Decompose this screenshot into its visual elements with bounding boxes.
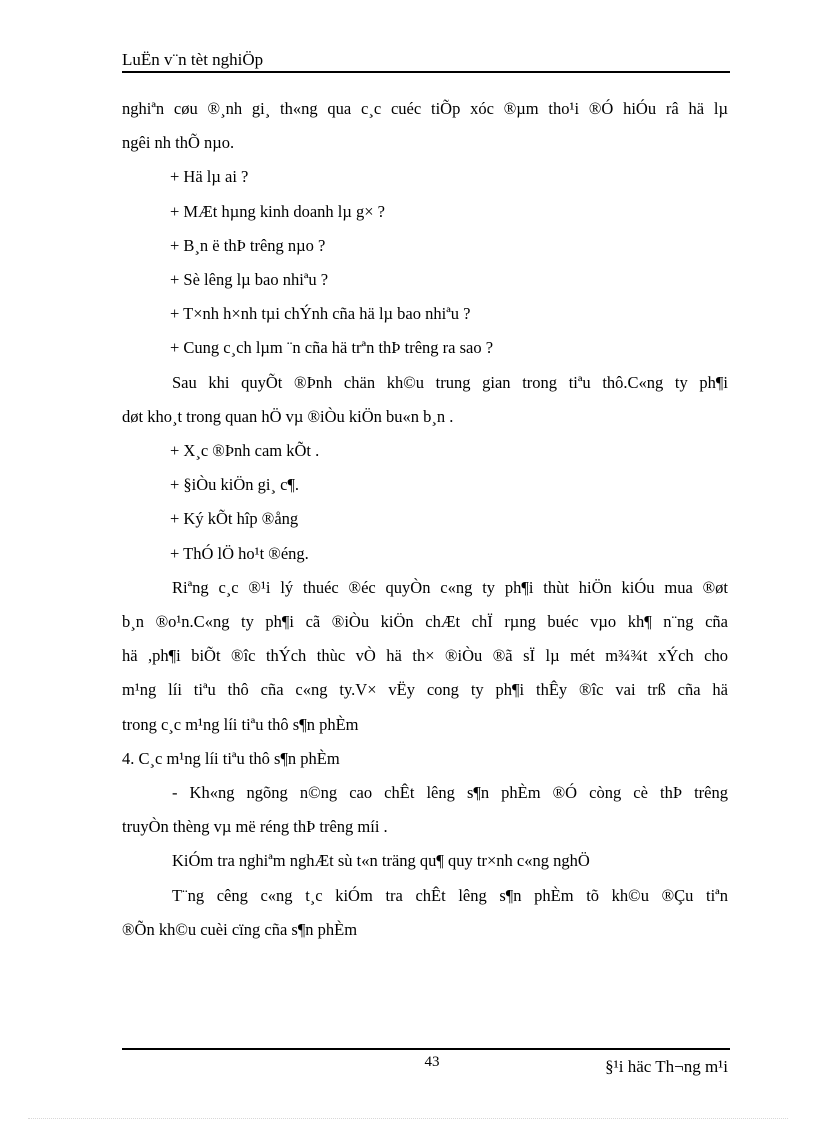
list-item: + T×nh h×nh tµi chÝnh cña hä lµ bao nhiªu ? [170, 304, 471, 324]
paragraph-line: Riªng c¸c ®¹i lý thuéc ®éc quyÒn c«ng ty ph¶i thùt hiÖn kiÓu mua ®øt [172, 577, 728, 597]
list-item: + ThÓ lÖ ho¹t ®éng. [170, 543, 309, 563]
paragraph-line: trong c¸c m¹ng líi tiªu thô s¶n phÈm [122, 714, 359, 734]
footer-institution: §¹i häc Th¬ng m¹i [605, 1057, 728, 1076]
paragraph-line: T¨ng cêng c«ng t¸c kiÓm tra chÊt lêng s¶n phÈm tõ kh©u ®Çu tiªn [172, 885, 728, 905]
section-heading: 4. C¸c m¹ng líi tiªu thô s¶n phÈm [122, 748, 340, 768]
paragraph-line: ngêi nh thÕ nµo. [122, 133, 235, 153]
list-item: + X¸c ®Þnh cam kÕt . [170, 441, 320, 461]
list-item: + Cung c¸ch lµm ¨n cña hä trªn thÞ trêng ra sao ? [170, 338, 494, 358]
paragraph-line: - Kh«ng ngõng n©ng cao chÊt lêng s¶n phÈm ®Ó còng cè thÞ trêng [172, 783, 728, 803]
list-item: + Hä lµ ai ? [170, 167, 249, 187]
list-item: + §iÒu kiÖn gi¸ c¶. [170, 475, 300, 495]
list-item: + MÆt hµng kinh doanh lµ g× ? [170, 201, 385, 221]
running-header: LuËn v¨n tèt nghiÖp [122, 50, 264, 69]
paragraph-line: hä ,ph¶i biÕt ®îc thÝch thùc vÒ hä th× ®iÒu ®ã sÏ lµ mét m¾¾t xÝch cho [122, 646, 728, 666]
paragraph-line: døt kho¸t trong quan hÖ vµ ®iÒu kiÖn bu«n b¸n . [122, 406, 454, 426]
footer-divider [122, 1048, 730, 1050]
paragraph-line: b¸n ®o¹n.C«ng ty ph¶i cã ®iÒu kiÖn chÆt chÏ rµng buéc vµo kh¶ n¨ng cña [122, 612, 728, 632]
page-bottom-border [28, 1118, 788, 1119]
paragraph-line: KiÓm tra nghiªm nghÆt sù t«n träng qu¶ quy tr×nh c«ng nghÖ [172, 851, 590, 871]
paragraph-line: ®Õn kh©u cuèi cïng cña s¶n phÈm [122, 919, 358, 939]
page-number: 43 [424, 1054, 440, 1070]
body-text [122, 92, 728, 947]
paragraph-line: truyÒn thèng vµ më réng thÞ trêng míi . [122, 817, 388, 837]
list-item: + Ký kÕt hîp ®ång [170, 509, 299, 529]
list-item: + Sè lêng lµ bao nhiªu ? [170, 270, 329, 290]
paragraph-line: Sau khi quyÕt ®Þnh chän kh©u trung gian trong tiªu thô.C«ng ty ph¶i [172, 372, 728, 392]
list-item: + B¸n ë thÞ trêng nµo ? [170, 235, 326, 255]
paragraph-line: m¹ng líi tiªu thô cña c«ng ty.V× vËy cong ty ph¶i thÊy ®îc vai trß cña hä [122, 680, 728, 700]
paragraph-line: nghiªn cøu ®¸nh gi¸ th«ng qua c¸c cuéc tiÕp xóc ®µm tho¹i ®Ó hiÓu râ hä lµ [122, 99, 728, 118]
header-divider [122, 71, 730, 73]
